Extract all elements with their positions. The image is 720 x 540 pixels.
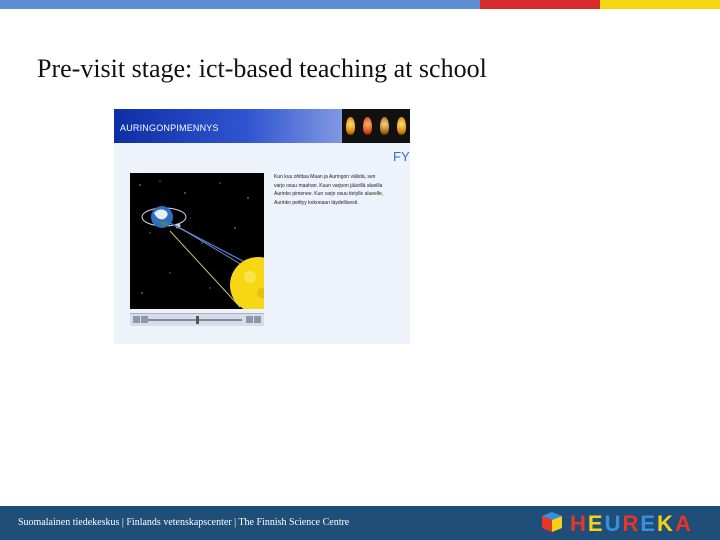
embedded-screenshot (114, 109, 410, 344)
top-color-bar (0, 0, 720, 9)
step-button[interactable] (246, 316, 253, 323)
top-bar-blue-segment (0, 0, 480, 9)
top-bar-red-segment (480, 0, 600, 9)
heureka-logo (570, 511, 693, 537)
seek-track[interactable] (148, 319, 242, 321)
heureka-logo-icon (540, 512, 564, 534)
logo-letter: A (674, 511, 693, 536)
logo-letter: E (587, 511, 605, 536)
logo-letter: E (640, 511, 658, 536)
eclipse-description: Kun kuu ohittaa Maan ja Auringon välistä, sen varjo osuu maahan. Kuun varjoon jäävillä alueilla Aurinko pimenee. Kun varjo osuu tietylle alueelle, Aurinko peittyy kokonaan täydellisesti. (274, 174, 384, 206)
seek-thumb[interactable] (196, 316, 199, 324)
lightbulb-icon (397, 117, 406, 135)
subject-label: FY (393, 149, 410, 164)
logo-letter: R (622, 511, 641, 536)
bulb-strip (342, 109, 410, 143)
logo-letter: K (657, 511, 675, 536)
logo-letter: H (570, 511, 588, 536)
sun-icon (363, 117, 372, 135)
logo-letter: U (604, 511, 623, 536)
eclipse-animation[interactable] (130, 173, 264, 309)
play-button[interactable] (133, 316, 140, 323)
forward-button[interactable] (254, 316, 261, 323)
lightbulb-icon (346, 117, 355, 135)
rewind-button[interactable] (141, 316, 148, 323)
top-bar-yellow-segment (600, 0, 720, 9)
player-controls[interactable] (130, 313, 264, 326)
screen-header-label: AURINGONPIMENNYS (120, 123, 219, 133)
footer-text: Suomalainen tiedekeskus | Finlands vetenskapscenter | The Finnish Science Centre (18, 517, 350, 528)
slide-title: Pre-visit stage: ict-based teaching at school (37, 54, 487, 83)
lightbulb-icon (380, 117, 389, 135)
